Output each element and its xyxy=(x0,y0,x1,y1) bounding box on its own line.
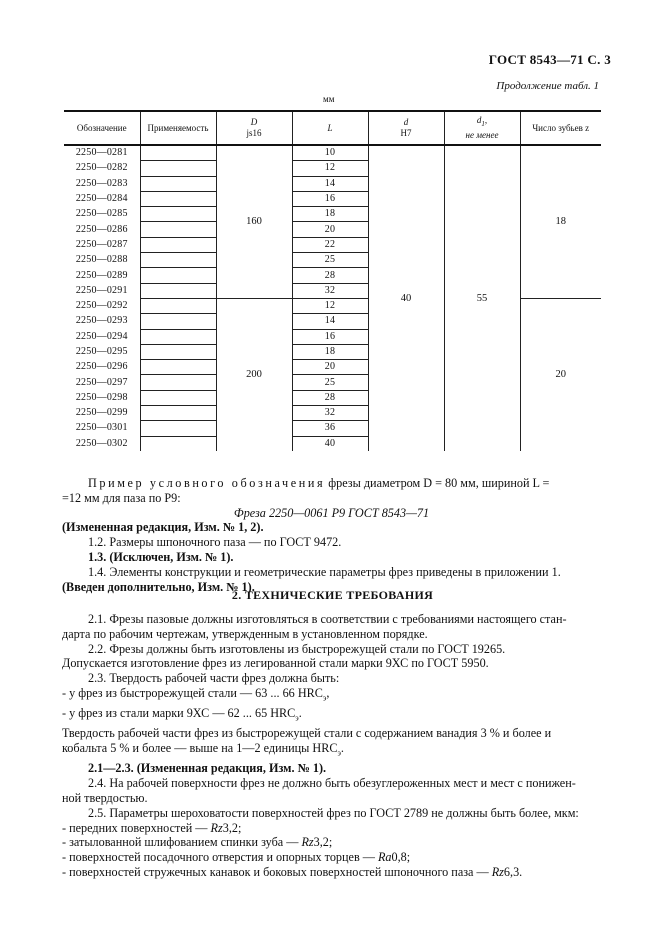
applicability-cell xyxy=(140,298,216,313)
applicability-cell xyxy=(140,344,216,359)
L-cell: 36 xyxy=(292,421,368,436)
designation-cell: 2250—0285 xyxy=(64,207,140,222)
applicability-cell xyxy=(140,421,216,436)
section-title: 2. ТЕХНИЧЕСКИЕ ТРЕБОВАНИЯ xyxy=(231,588,434,602)
note-introduced: (Введен дополнительно, Изм. № 1). xyxy=(62,579,255,594)
designation-cell: 2250—0283 xyxy=(64,176,140,191)
L-cell: 25 xyxy=(292,375,368,390)
designation-cell: 2250—0298 xyxy=(64,390,140,405)
designation-cell: 2250—0288 xyxy=(64,253,140,268)
applicability-cell xyxy=(140,191,216,206)
designation-cell: 2250—0294 xyxy=(64,329,140,344)
table-header-row xyxy=(64,111,601,145)
para-2-1-2-3: 2.1—2.3. (Измененная редакция, Изм. № 1). xyxy=(88,761,327,776)
applicability-cell xyxy=(140,390,216,405)
header-designation: Обозначение xyxy=(64,111,140,145)
header-teeth: Число зубьев z xyxy=(520,111,601,145)
para-2-2: 2.2. Фрезы должны быть изготовлены из быстрорежущей стали по ГОСТ 19265. xyxy=(88,641,506,656)
para-2-3a: - у фрез из быстрорежущей стали — 63 ... 66 $HRC_э$, xyxy=(62,685,330,703)
L-cell: 14 xyxy=(292,314,368,329)
applicability-cell xyxy=(140,161,216,176)
para-2-1b: дарта по рабочим чертежам, утвержденным в установленном порядке. xyxy=(62,626,428,641)
L-cell: 28 xyxy=(292,268,368,283)
D-cell-160: 160 xyxy=(216,145,292,298)
designation-cell: 2250—0284 xyxy=(64,191,140,206)
note-revision: (Измененная редакция, Изм. № 1, 2). xyxy=(62,520,264,535)
L-cell: 16 xyxy=(292,329,368,344)
designation-cell: 2250—0295 xyxy=(64,344,140,359)
designation-cell: 2250—0281 xyxy=(64,145,140,161)
d1-cell: 55 xyxy=(444,145,520,451)
L-cell: 22 xyxy=(292,237,368,252)
designation-cell: 2250—0289 xyxy=(64,268,140,283)
para-2-4a: 2.4. На рабочей поверхности фрез не должно быть обезуглероженных мест и мест с понижен- xyxy=(88,776,576,791)
example-line2: =12 мм для паза по Р9: xyxy=(62,490,181,505)
applicability-cell xyxy=(140,314,216,329)
applicability-cell xyxy=(140,436,216,451)
designation-cell: 2250—0299 xyxy=(64,406,140,421)
para-2-2b: Допускается изготовление фрез из легированной стали марки 9ХС по ГОСТ 5950. xyxy=(62,656,489,671)
applicability-cell xyxy=(140,145,216,161)
example-block xyxy=(62,476,601,594)
example-lead: Пример условного обозначения xyxy=(88,476,326,490)
header-D: D js16 xyxy=(216,111,292,145)
applicability-cell xyxy=(140,207,216,222)
note-1-4: 1.4. Элементы конструкции и геометрические параметры фрез приведены в приложении 1. xyxy=(88,564,561,579)
designation-cell: 2250—0286 xyxy=(64,222,140,237)
header-applicability: Применяемость xyxy=(140,111,216,145)
unit-label: мм xyxy=(323,94,335,104)
applicability-cell xyxy=(140,375,216,390)
designation-cell: 2250—0302 xyxy=(64,436,140,451)
L-cell: 16 xyxy=(292,191,368,206)
table-row xyxy=(64,298,601,313)
teeth-cell-20: 20 xyxy=(520,298,601,450)
L-cell: 20 xyxy=(292,360,368,375)
para-2-3c1: Твердость рабочей части фрез из быстрорежущей стали с содержанием ванадия 3 % и более и xyxy=(62,726,552,741)
requirements-block xyxy=(62,612,601,880)
header-L: L xyxy=(292,111,368,145)
L-cell: 10 xyxy=(292,145,368,161)
designation-cell: 2250—0296 xyxy=(64,360,140,375)
L-cell: 25 xyxy=(292,253,368,268)
header-d1: $d_1$, не менее xyxy=(444,111,520,145)
example-lead-rest: фрезы диаметром D = 80 мм, шириной L = xyxy=(325,476,550,490)
applicability-cell xyxy=(140,253,216,268)
L-cell: 28 xyxy=(292,390,368,405)
applicability-cell xyxy=(140,283,216,298)
para-2-5: 2.5. Параметры шероховатости поверхностей фрез по ГОСТ 2789 не должны быть более, мкм: xyxy=(88,805,579,820)
designation-cell: 2250—0301 xyxy=(64,421,140,436)
header-d: d H7 xyxy=(368,111,444,145)
applicability-cell xyxy=(140,329,216,344)
L-cell: 20 xyxy=(292,222,368,237)
L-cell: 32 xyxy=(292,283,368,298)
roughness-item: - затылованной шлифованием спинки зуба — Rz3,2; xyxy=(62,835,333,850)
para-2-1a: 2.1. Фрезы пазовые должны изготовляться в соответствии с требованиями настоящего стан- xyxy=(88,612,567,626)
designation-cell: 2250—0291 xyxy=(64,283,140,298)
applicability-cell xyxy=(140,360,216,375)
roughness-item: - поверхностей стружечных канавок и боковых поверхностей шпоночного паза — Rz6,3. xyxy=(62,865,523,880)
D-cell-200: 200 xyxy=(216,298,292,450)
example-formula: Фреза 2250—0061 Р9 ГОСТ 8543—71 xyxy=(233,505,430,520)
roughness-item: - передних поверхностей — Rz3,2; xyxy=(62,820,242,835)
L-cell: 12 xyxy=(292,298,368,313)
page-header: ГОСТ 8543—71 С. 3 xyxy=(488,52,611,67)
dimensions-table xyxy=(64,110,601,451)
applicability-cell xyxy=(140,268,216,283)
applicability-cell xyxy=(140,176,216,191)
designation-cell: 2250—0287 xyxy=(64,237,140,252)
L-cell: 14 xyxy=(292,176,368,191)
designation-cell: 2250—0292 xyxy=(64,298,140,313)
L-cell: 18 xyxy=(292,344,368,359)
table-row xyxy=(64,145,601,161)
para-2-4b: ной твердостью. xyxy=(62,791,148,806)
d-cell: 40 xyxy=(368,145,444,451)
applicability-cell xyxy=(140,222,216,237)
L-cell: 40 xyxy=(292,436,368,451)
L-cell: 32 xyxy=(292,406,368,421)
designation-cell: 2250—0282 xyxy=(64,161,140,176)
table-continuation-label: Продолжение табл. 1 xyxy=(496,80,599,92)
applicability-cell xyxy=(140,237,216,252)
L-cell: 12 xyxy=(292,161,368,176)
L-cell: 18 xyxy=(292,207,368,222)
para-2-3b: - у фрез из стали марки 9ХС — 62 ... 65 $HRC_э$. xyxy=(62,706,302,723)
note-1-2: 1.2. Размеры шпоночного паза — по ГОСТ 9472. xyxy=(88,535,342,550)
designation-cell: 2250—0293 xyxy=(64,314,140,329)
para-2-3: 2.3. Твердость рабочей части фрез должна быть: xyxy=(88,671,340,686)
para-2-3c2: кобальта 5 % и более — выше на 1—2 единицы $HRC_э$. xyxy=(62,741,344,758)
designation-cell: 2250—0297 xyxy=(64,375,140,390)
note-1-3: 1.3. (Исключен, Изм. № 1). xyxy=(88,549,234,564)
applicability-cell xyxy=(140,406,216,421)
roughness-item: - поверхностей посадочного отверстия и опорных торцев — Ra0,8; xyxy=(62,850,411,865)
teeth-cell-18: 18 xyxy=(520,145,601,298)
